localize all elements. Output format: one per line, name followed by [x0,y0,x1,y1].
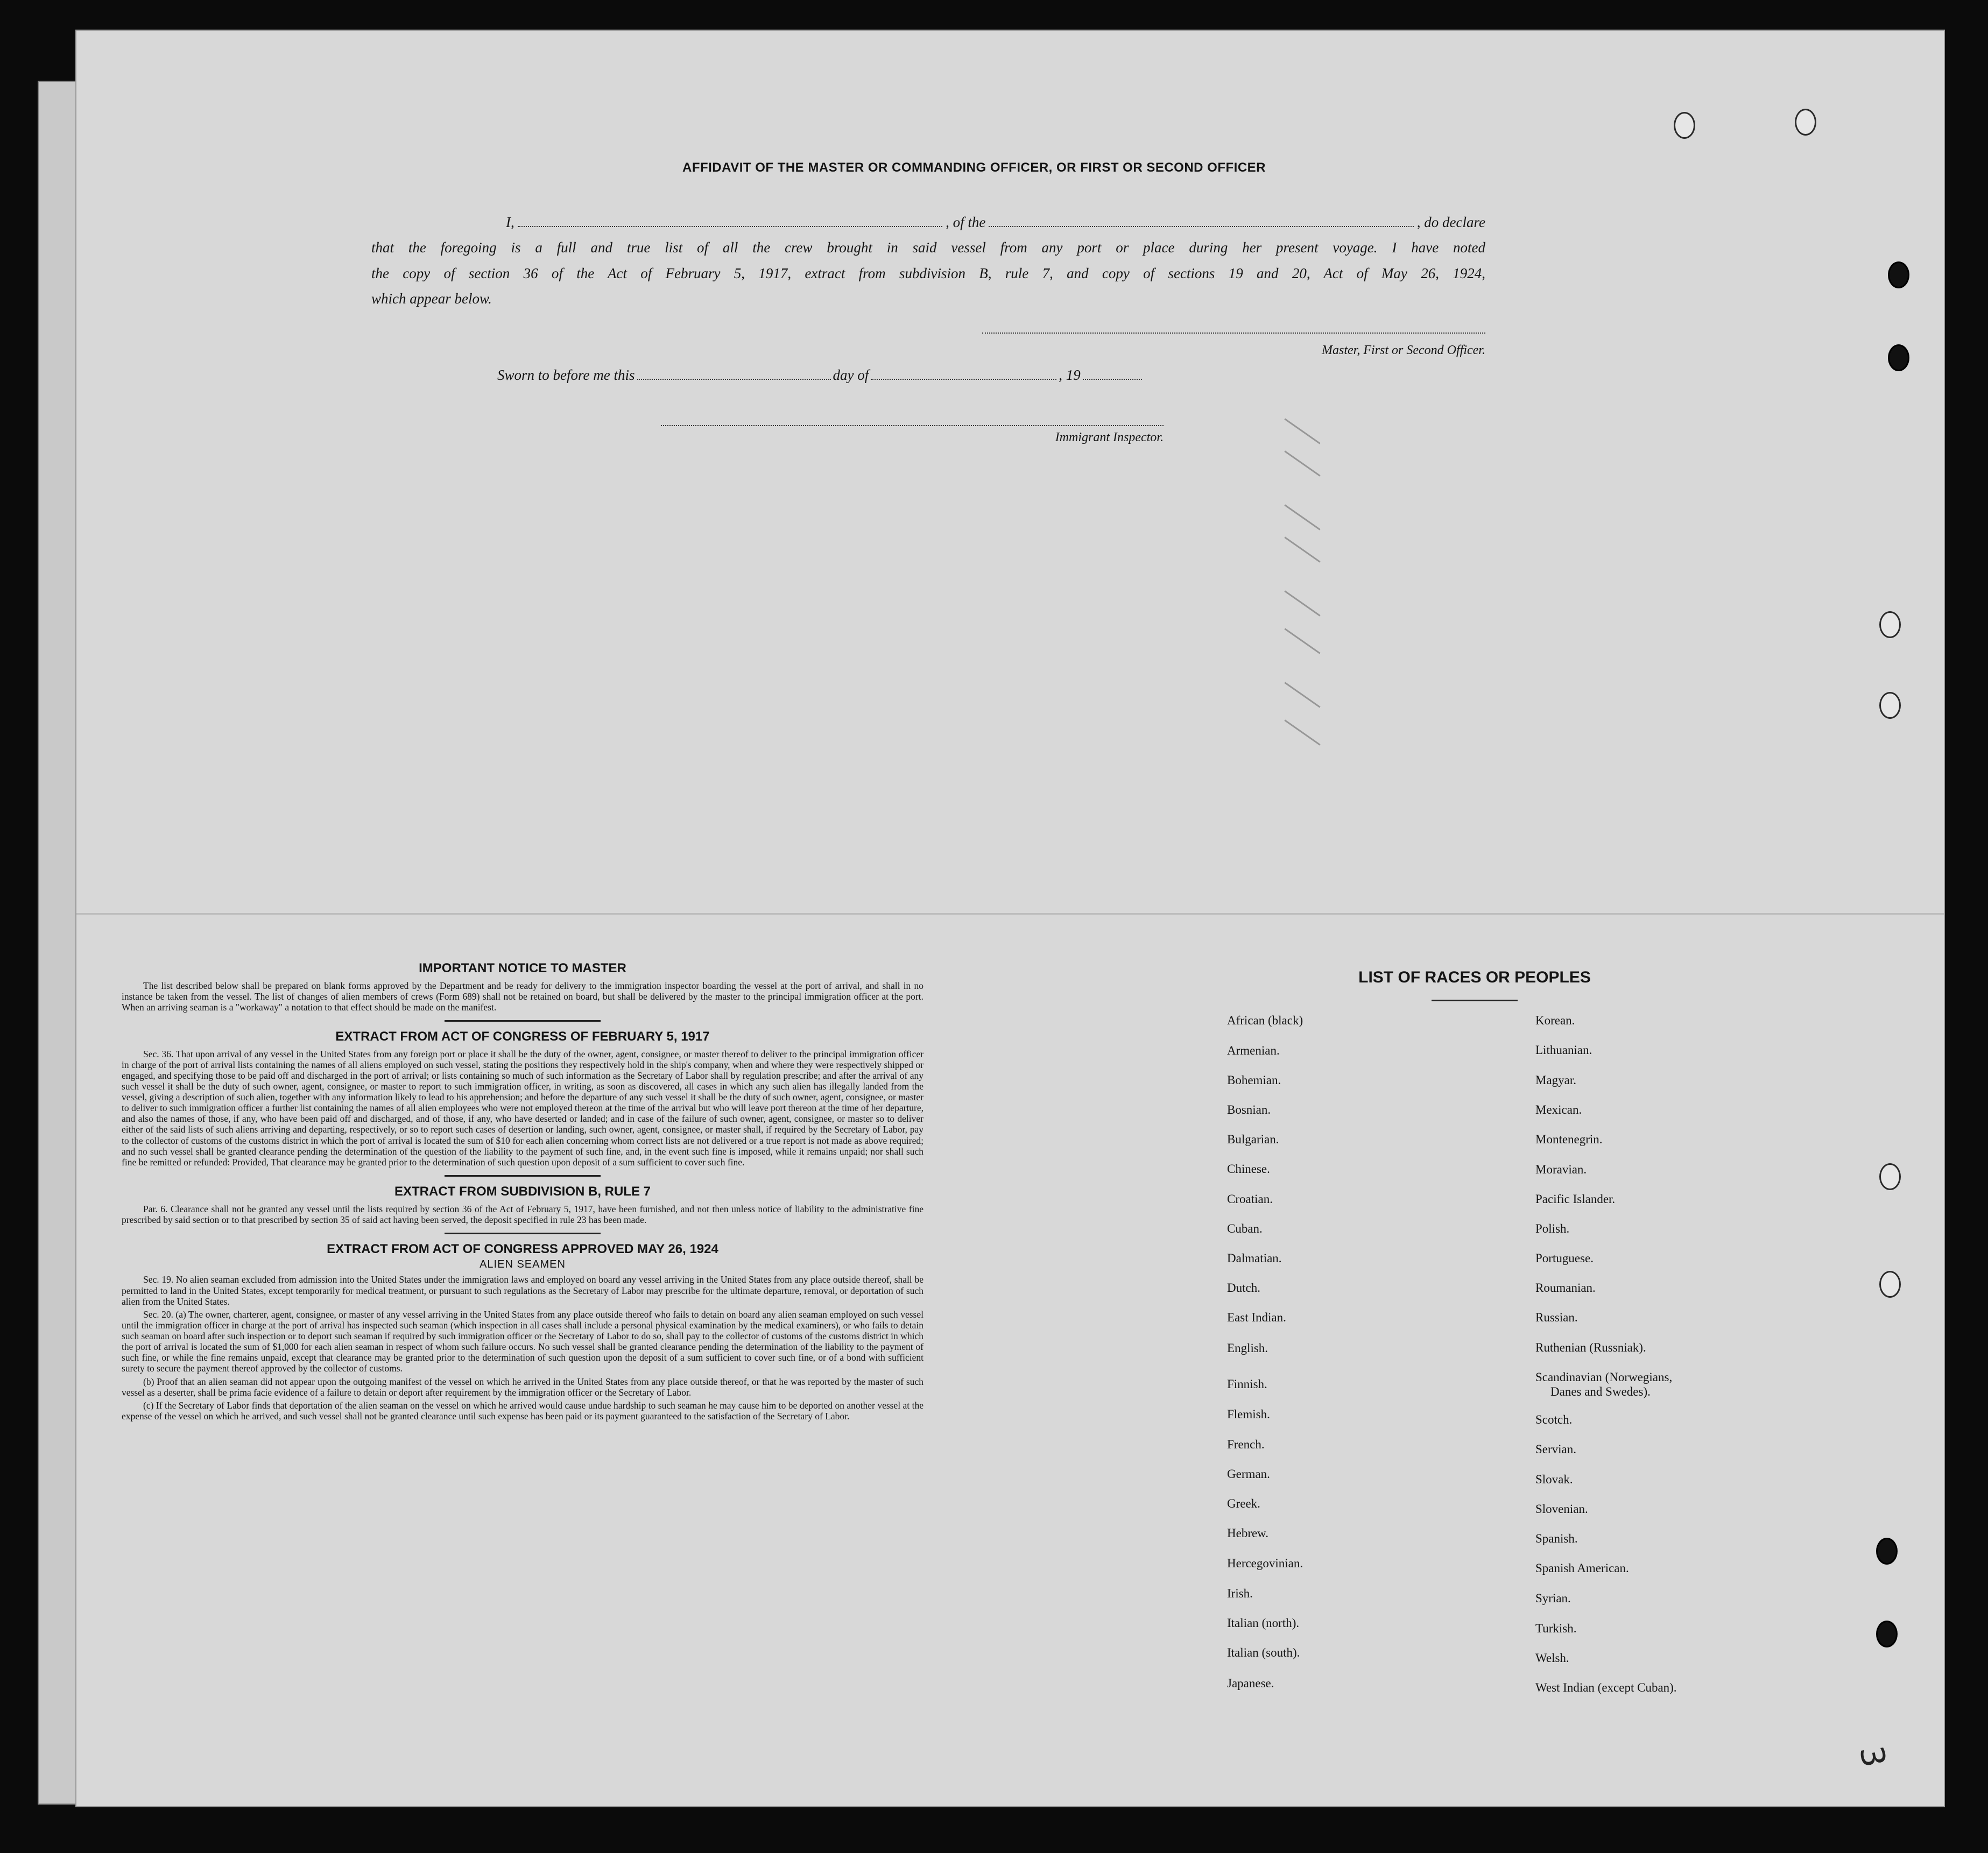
race-item: Slovenian. [1535,1502,1588,1516]
race-item: Italian (north). [1227,1616,1300,1630]
race-item: Syrian. [1535,1592,1571,1605]
signature-label: Master, First or Second Officer. [1322,343,1485,357]
punch-hole [1876,1621,1898,1647]
vessel-name-blank[interactable] [989,226,1413,227]
inspector-label: Immigrant Inspector. [1055,430,1164,444]
race-item: Scandinavian (Norwegians, [1535,1370,1673,1384]
affidavit-declare: , do declare [1416,214,1485,230]
punch-hole [1879,611,1901,638]
race-item: Welsh. [1535,1651,1569,1665]
extract1-text: Sec. 36. That upon arrival of any vessel in the United States from any foreign port or place it shall be the duty of the owner, agent, consignee, or master thereof to deliver to the principal immigration officer in charge of the port of arrival lists containing the names of all aliens employed on such vessel, stating the positions they respectively hold in the ship's company, when and where they were respectively shipped or engaged, and specifying those to be paid off and discharged in the port of arrival; or lists containing so much of such information as the Secretary of Labor shall by regulation prescribe; and after the arrival of any such vessel it shall be the duty of such owner, agent, consignee, or master to report to such immigration officer, in writing, as soon as discovered, all cases in which any such alien has illegally landed from the vessel, giving a description of such alien, together with any information likely to lead to his apprehension; and before the departure of any such vessel it shall be the duty of such owner, agent, consignee, or master to deliver to such immigration officer a further list containing the names of all alien employees who were not employed thereon at the time of the arrival but who will leave port thereon at the time of her departure, and also the names of those, if any, who have been paid off and discharged, and of those, if any, who have deserted or landed; and in case of the failure of such owner, agent, consignee, or master so to deliver either of the said lists of such aliens arriving and departing, respectively, or so to report such cases of desertion or landing, such owner, agent, consignee, or master shall, if required by the Secretary of Labor, pay to the collector of customs of the customs district in which the port of arrival is located the sum of $10 for each alien concerning whom correct lists are not delivered or a true report is not made as above required; and no such vessel shall be granted clearance pending the determination of the question of the liability to the payment of such fine, and, in the event such fine is imposed, while it remains unpaid; nor shall such fine be remitted or refunded: Provided, That clearance may be granted prior to the determination of such question upon deposit of a sum sufficient to cover such fine. [122,1048,923,1168]
officer-name-blank[interactable] [518,226,942,227]
affidavit-text-line: which appear below. [371,290,492,307]
punch-hole [1674,112,1695,139]
race-item: Danes and Swedes). [1550,1385,1651,1398]
extract3-sec20b: (b) Proof that an alien seaman did not appear upon the outgoing manifest of the vessel on which he arrived in the United States from any place outside thereof, or that he was reported by the master of such vessel as a deserter, shall be prima facie evidence of a failure to detain or deport after requirement by the immigration officer or the Secretary of Labor. [122,1376,923,1398]
extract2-title: EXTRACT FROM SUBDIVISION B, RULE 7 [394,1184,651,1199]
affidavit-text-line: the copy of section 36 of the Act of February 5, 1917, extract from subdivision B, rule 7, and copy of sections 19 and 20, Act of May 26, 1924, [371,265,1485,281]
affidavit-body [371,210,1485,312]
affidavit-title: AFFIDAVIT OF THE MASTER OR COMMANDING OFFICER, OR FIRST OR SECOND OFFICER [682,160,1266,175]
race-item: Magyar. [1535,1073,1577,1087]
race-item: English. [1227,1341,1268,1355]
affidavit-declaration-line [371,210,1485,235]
race-item: Korean. [1535,1014,1575,1027]
race-item: West Indian (except Cuban). [1535,1681,1677,1694]
race-item: Dutch. [1227,1281,1260,1295]
race-item: Hebrew. [1227,1526,1269,1540]
race-item: Montenegrin. [1535,1133,1603,1146]
affidavit-i: I, [506,214,514,230]
race-item: Bohemian. [1227,1073,1281,1087]
signature-line[interactable] [982,333,1485,334]
affidavit-text-line: that the foregoing is a full and true list of all the crew brought in said vessel from any port or place during her present voyage. I have noted [371,239,1485,256]
race-item: French. [1227,1438,1265,1451]
notice-text: The list described below shall be prepared on blank forms approved by the Department and be ready for delivery to the immigration inspector boarding the vessel at the port of arrival, and shall in no instance be taken from the vessel. The list of changes of alien members of crews (Form 689) shall not be retained on board, but shall be delivered by the master to the principal immigration officer at the port. When an arriving seaman is a "workaway" a notation to that effect should be made on the manifest. [122,980,923,1013]
race-item: Greek. [1227,1497,1260,1510]
inspector-signature-line[interactable] [661,425,1164,426]
sworn-year: , 19 [1059,367,1081,383]
divider [445,1233,601,1234]
race-item: Spanish. [1535,1532,1578,1545]
race-item: Dalmatian. [1227,1251,1282,1265]
race-item: Spanish American. [1535,1561,1629,1575]
race-item: Chinese. [1227,1162,1270,1176]
sworn-line [497,367,1165,384]
race-item: Turkish. [1535,1622,1577,1635]
race-item: Scotch. [1535,1413,1573,1426]
punch-hole [1888,261,1909,288]
extract1-title: EXTRACT FROM ACT OF CONGRESS OF FEBRUARY 5, 1917 [335,1029,710,1044]
sworn-day-of: day of [833,367,869,383]
race-item: Japanese. [1227,1677,1274,1690]
punch-hole [1795,109,1816,136]
extract3-title: EXTRACT FROM ACT OF CONGRESS APPROVED MAY 26, 1924 [327,1241,718,1256]
extract3-subtitle: ALIEN SEAMEN [480,1258,566,1271]
race-item: Bosnian. [1227,1103,1271,1116]
race-item: African (black) [1227,1014,1303,1027]
race-item: Moravian. [1535,1163,1587,1176]
race-item: Roumanian. [1535,1281,1596,1295]
race-item: Portuguese. [1535,1251,1594,1265]
sworn-day-blank[interactable] [637,379,831,380]
race-item: Servian. [1535,1442,1577,1456]
sworn-text: Sworn to before me this [497,367,635,383]
race-item: Polish. [1535,1222,1570,1235]
race-item: Slovak. [1535,1473,1573,1486]
punch-hole [1888,344,1909,371]
race-item: Cuban. [1227,1222,1263,1235]
notice-section [122,961,923,1424]
divider [445,1175,601,1177]
race-item: East Indian. [1227,1311,1286,1324]
extract3-sec19: Sec. 19. No alien seaman excluded from admission into the United States under the immigration laws and employed on board any vessel arriving in the United States from any place outside thereof, shall be permitted to land in the United States, except temporarily for medical treatment, or pursuant to such regulations as the Secretary of Labor may prescribe for the ultimate departure, removal, or deportation of such alien from the United States. [122,1274,923,1307]
race-item: Bulgarian. [1227,1133,1279,1146]
divider [1432,1000,1518,1001]
races-section [1200,968,1792,1694]
race-item: Hercegovinian. [1227,1557,1303,1570]
race-item: Finnish. [1227,1377,1267,1391]
page-number-mark: 3 [1852,1743,1893,1770]
sworn-month-blank[interactable] [871,379,1056,380]
race-item: Irish. [1227,1587,1253,1600]
extract3-sec20c: (c) If the Secretary of Labor finds that deportation of the alien seaman on the vessel on which he arrived would cause undue hardship to such seaman he may cause him to be deported on another vessel at the expense of the vessel on which he arrived, and such vessel shall not be granted clearance until such expense has been paid or its payment guaranteed to the satisfaction of the Secretary of Labor. [122,1399,923,1421]
sworn-year-blank[interactable] [1083,379,1142,380]
race-item: Russian. [1535,1311,1578,1324]
race-item: Pacific Islander. [1535,1192,1616,1206]
race-item: German. [1227,1467,1270,1481]
divider [445,1020,601,1022]
race-item: Lithuanian. [1535,1043,1592,1057]
punch-hole [1879,1271,1901,1298]
race-item: Ruthenian (Russniak). [1535,1341,1646,1354]
extract3-sec20a: Sec. 20. (a) The owner, charterer, agent, consignee, or master of any vessel arriving in the United States from any place outside thereof who fails to detain on board any alien seaman employed on such vessel until the immigration officer in charge at the port of arrival has inspected such seaman (which inspection in all cases shall include a personal physical examination by the medical examiners), or who fails to detain such seaman on board after such inspection or to deport such seaman if required by such immigration officer or the Secretary of Labor to do so, shall pay to the collector of customs of the customs district in which the port of arrival is located the sum of $1,000 for each alien seaman in respect of whom such failure occurs. No such vessel shall be granted clearance pending the determination of the liability to the payment of such fine, or while the fine remains unpaid, except that clearance may be granted prior to the determination of such question upon the deposit of a sum sufficient to cover such fine, or of a bond with sufficient surety to secure the payment thereof approved by the collector of customs. [122,1309,923,1374]
punch-hole [1879,1163,1901,1190]
punch-hole [1876,1538,1898,1565]
fold-crease [76,913,1944,915]
race-item: Flemish. [1227,1408,1270,1421]
extract2-text: Par. 6. Clearance shall not be granted any vessel until the lists required by section 36 of the Act of February 5, 1917, have been furnished, and not then unless notice of liability to the administrative fine prescribed by said section or to that prescribed by section 35 of said act having been served, the deposit specified in rule 23 has been made. [122,1203,923,1225]
notice-title: IMPORTANT NOTICE TO MASTER [419,961,626,975]
race-item: Armenian. [1227,1044,1280,1057]
race-item: Mexican. [1535,1103,1582,1116]
races-title: LIST OF RACES OR PEOPLES [1358,968,1591,986]
affidavit-of-the: , of the [946,214,986,230]
race-item: Croatian. [1227,1192,1273,1206]
race-item: Italian (south). [1227,1646,1300,1659]
punch-hole [1879,692,1901,719]
